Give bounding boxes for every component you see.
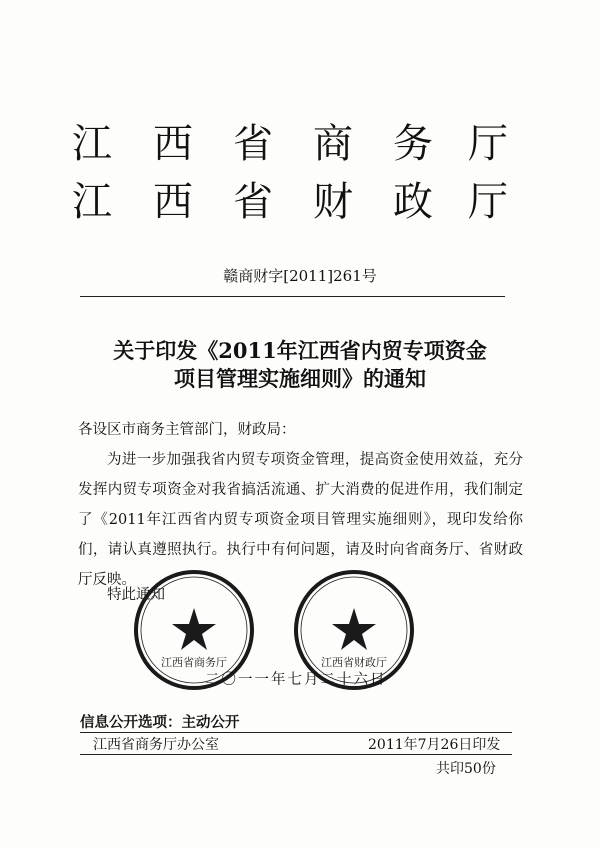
body-paragraph: 为进一步加强我省内贸专项资金管理，提高资金使用效益，充分发挥内贸专项资金对我省搞活流通、扩大消费的促进作用，我们制定了《2011年江西省内贸专项资金项目管理实施细则》，现印发给你们，请认真遵照执行。执行中有何问题，请及时向省商务厅、省财政厅反映。 [78, 452, 523, 588]
header-char: 省 [233, 121, 273, 167]
department-header-2 [0, 170, 600, 225]
signature-date: 二〇一一年七月二十六日 [205, 672, 387, 688]
header-char: 商 [313, 121, 353, 167]
closing-line: 特此通知 [107, 587, 165, 603]
header-char: 省 [233, 179, 273, 225]
seal-text: 江西省商务厅 [161, 656, 227, 669]
seal-star-icon [332, 608, 376, 650]
print-copies: 共印50份 [436, 761, 496, 777]
header-char: 厅 [468, 179, 508, 225]
seal-text: 江西省财政厅 [321, 656, 387, 669]
notice-title-line-1: 关于印发《2011年江西省内贸专项资金 [113, 338, 487, 363]
header-char: 西 [153, 179, 193, 225]
footer-divider-top [80, 732, 512, 733]
footer-divider-bottom [80, 754, 512, 755]
document-number: 赣商财字[2011]261号 [223, 267, 377, 285]
seal-star-icon [172, 608, 216, 650]
disclosure-option: 信息公开选项：主动公开 [80, 714, 240, 731]
header-char: 江 [72, 179, 112, 225]
issuing-office: 江西省商务厅办公室 [93, 737, 219, 753]
recipient-line: 各设区市商务主管部门，财政局： [78, 422, 296, 438]
header-char: 西 [153, 121, 193, 167]
header-char: 政 [393, 179, 433, 225]
header-char: 江 [72, 121, 112, 167]
header-divider [80, 296, 505, 297]
notice-title-line-2: 项目管理实施细则》的通知 [174, 366, 426, 391]
header-char: 财 [313, 179, 353, 225]
department-header-1 [0, 112, 600, 167]
print-date: 2011年7月26日印发 [368, 737, 501, 753]
header-char: 务 [393, 121, 433, 167]
header-char: 厅 [468, 121, 508, 167]
